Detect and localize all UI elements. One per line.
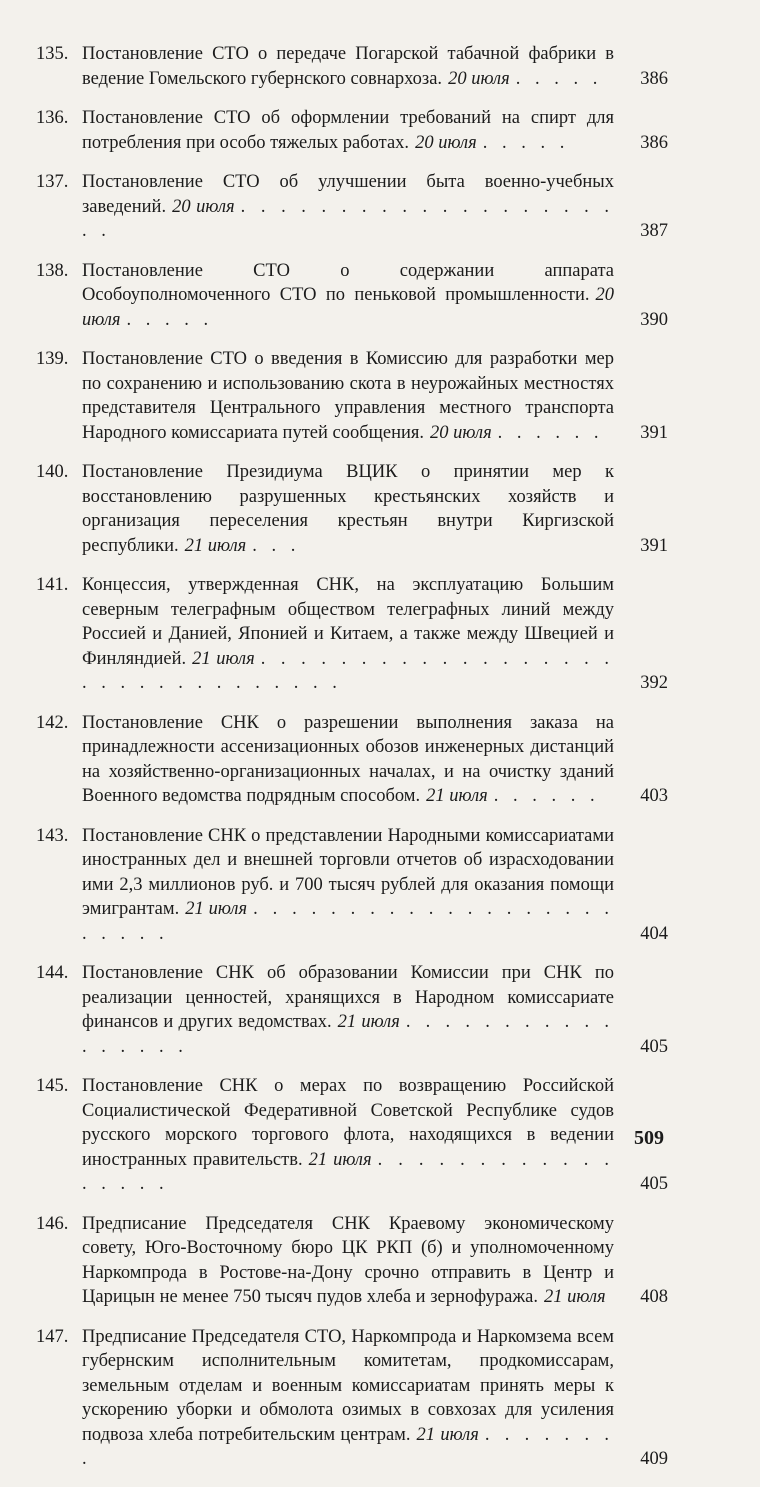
entry-body (82, 1212, 614, 1310)
entry-body (82, 1074, 614, 1197)
toc-entry (36, 347, 668, 445)
entry-title: Постановление СТО о введения в Комиссию для разработки мер по сохранению и использованию скота в неурожайных местностях представителя Центрального управления местного транспорта Народного комиссариата путей сообщения. (82, 349, 614, 443)
entry-number: 139. (36, 349, 69, 369)
entry-page-number: 405 (640, 1174, 668, 1194)
entry-date: 21 июля (543, 1287, 606, 1307)
entry-page-number: 403 (640, 786, 668, 806)
entry-date: 21 июля (185, 899, 248, 919)
toc-entry (36, 1325, 668, 1472)
dot-leader: . . . . . . (497, 422, 604, 443)
entry-date: 21 июля (184, 535, 247, 556)
toc-entry (36, 961, 668, 1059)
entry-date: 21 июля (426, 786, 488, 806)
entry-body (82, 259, 614, 333)
entry-number: 145. (36, 1076, 69, 1096)
entry-page-number: 386 (640, 132, 668, 153)
entry-date: 20 июля (430, 422, 492, 443)
toc-entry (36, 711, 668, 809)
entry-date: 21 июля (337, 1012, 400, 1032)
entry-date: 20 июля (172, 196, 235, 217)
entry-date: 20 июля (415, 132, 477, 153)
entry-number: 135. (36, 44, 69, 64)
entry-body (82, 711, 614, 809)
toc-entry (36, 42, 668, 91)
entry-body (82, 824, 614, 947)
dot-leader: . . . . . . . . . . . . . . . . . . . . . (82, 196, 615, 241)
entry-page-number: 405 (640, 1036, 668, 1057)
toc-entry (36, 460, 668, 558)
entry-title: Постановление СНК о мерах по возвращению Российской Социалистической Федеративной Советской Республике судов русского морского торгового флота, находящихся в ведении иностранных правительств. (82, 1076, 614, 1170)
entry-title: Постановление СНК о разрешении выполнения заказа на принадлежности ассенизационных обозов инженерных дистанций на хозяйственно-организационных началах, и на очистку зданий Военного ведомства подрядным способом. (82, 712, 614, 806)
entry-body (82, 42, 614, 91)
toc-entry (36, 1212, 668, 1310)
toc-entry (36, 1074, 668, 1197)
entry-number: 146. (36, 1213, 69, 1234)
dot-leader: . . . . . . (493, 786, 600, 806)
entry-number: 137. (36, 172, 69, 192)
toc-entry (36, 573, 668, 696)
entry-title: Постановление СТО о передаче Погарской табачной фабрики в ведение Гомельского губернского совнархоза. (82, 44, 614, 89)
toc-entry (36, 170, 668, 244)
dot-leader: . . . . . . . . . . . . . . . . . (82, 1012, 615, 1057)
dot-leader: . . . . . . . . (82, 1424, 615, 1469)
entry-body (82, 1325, 614, 1472)
entry-date: 21 июля (192, 648, 255, 669)
entry-date: 20 июля (448, 68, 510, 89)
entry-title: Постановление СНК об образовании Комиссии при СНК по реализации ценностей, хранящихся в Народном комиссариате финансов и других ведомствах. (82, 963, 614, 1032)
table-of-contents (36, 42, 668, 1487)
entry-page-number: 404 (640, 923, 668, 944)
entry-date: 21 июля (308, 1149, 372, 1170)
entry-title: Постановление СТО об улучшении быта военно-учебных заведений. (82, 172, 614, 217)
entry-page-number: 391 (640, 422, 668, 443)
entry-body (82, 106, 614, 155)
toc-entry (36, 259, 668, 333)
toc-entry (36, 824, 668, 947)
entry-page-number: 391 (640, 535, 668, 556)
entry-number: 136. (36, 108, 69, 128)
entry-number: 143. (36, 825, 69, 846)
dot-leader: . . . . . (126, 309, 214, 330)
entry-body (82, 573, 614, 696)
entry-number: 140. (36, 462, 69, 482)
dot-leader: . . . . . (515, 68, 603, 89)
entry-date: 21 июля (416, 1424, 479, 1445)
dot-leader: . . . . . . . . . . . . . . . . . . . . . . . . . . . . . . . . (82, 648, 615, 693)
entry-body (82, 347, 614, 445)
entry-page-number: 386 (640, 68, 668, 89)
entry-number: 144. (36, 963, 69, 983)
entry-body (82, 170, 614, 244)
entry-title: Постановление СНК о представлении Народными комиссариатами иностранных дел и внешней торговли отчетов об израсходовании ими 2,3 миллионов руб. и 700 тысяч рублей для оказания помощи эмигрантам. (82, 825, 614, 919)
entry-number: 141. (36, 575, 69, 595)
entry-title: Предписание Председателя СТО, Наркомпрода и Наркомзема всем губернским исполнительным комитетам, продкомиссарам, земельным отделам и военным комиссариатам принять меры к ускорению уборки и обмолота озимых в совхозах для усиления подвоза хлеба потребительским центрам. (82, 1326, 614, 1445)
entry-title: Постановление СТО об оформлении требований на спирт для потребления при особо тяжелых работах. (82, 108, 614, 153)
entry-title: Постановление Президиума ВЦИК о принятии мер к восстановлению разрушенных крестьянских хозяйств и организация переселения крестьян внутри Киргизской республики. (82, 462, 614, 556)
dot-leader: . . . . . . . . . . . . . . . . . . . . . . . . (82, 899, 614, 944)
entry-body (82, 460, 614, 558)
entry-title: Предписание Председателя СНК Краевому экономическому совету, Юго-Восточному бюро ЦК РКП (б) и уполномоченному Наркомпрода в Ростове-на-Дону срочно отправить в Центр и Царицын не менее 750 тысяч пудов хлеба и зернофуража. (82, 1213, 614, 1307)
entry-number: 138. (36, 260, 69, 281)
dot-leader: . . . (252, 535, 301, 556)
entry-title: Концессия, утвержденная СНК, на эксплуатацию Большим северным телеграфным обществом телеграфных линий между Россией и Данией, Японией и Китаем, а также между Швецией и Финляндией. (82, 575, 614, 669)
dot-leader: . . . . . (482, 132, 570, 153)
entry-body (82, 961, 614, 1059)
dot-leader: . . . . . . . . . . . . . . . . . (82, 1149, 615, 1194)
entry-number: 142. (36, 712, 69, 733)
entry-number: 147. (36, 1326, 69, 1347)
entry-date: 20 июля (82, 285, 614, 330)
entry-page-number: 387 (640, 221, 668, 241)
entry-title: Постановление СТО о содержании аппарата Особоуполномоченного СТО по пеньковой промышленности. (82, 260, 614, 305)
entry-page-number: 408 (640, 1287, 668, 1307)
toc-entry (36, 106, 668, 155)
entry-page-number: 392 (640, 673, 668, 693)
entry-page-number: 409 (640, 1449, 668, 1469)
entry-page-number: 390 (640, 309, 668, 330)
page-number: 509 (634, 1127, 664, 1149)
